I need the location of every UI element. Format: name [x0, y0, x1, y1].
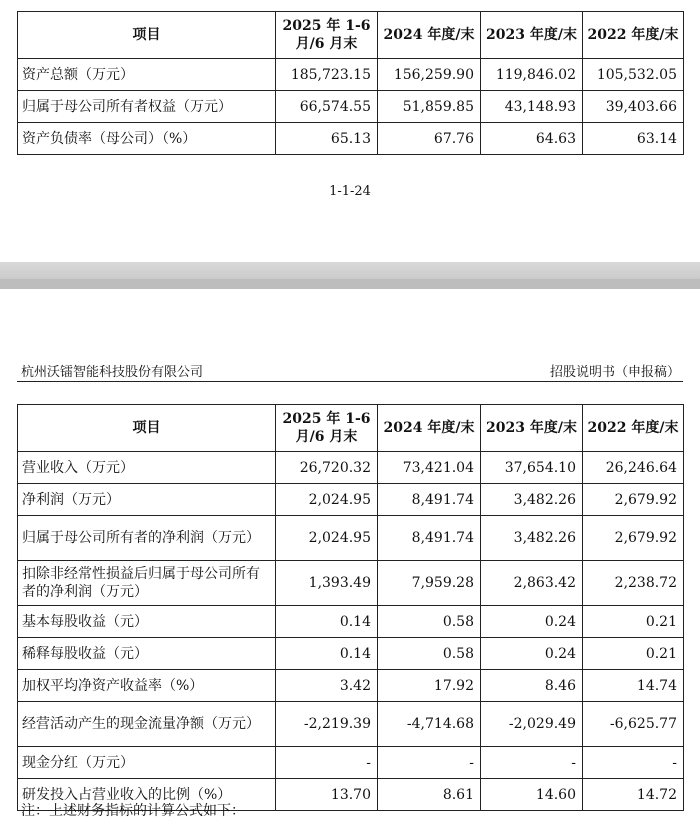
- row-label: 扣除非经常性损益后归属于母公司所有者的净利润（万元）: [18, 561, 276, 606]
- table-row: [18, 702, 684, 747]
- header-2025h1: 2025 年 1-6 月/6 月末: [276, 12, 378, 59]
- cell-value: 8.46: [481, 670, 583, 702]
- cell-value: -2,029.49: [481, 702, 583, 747]
- row-label: 加权平均净资产收益率（%）: [18, 670, 276, 702]
- cell-value: 2,679.92: [583, 484, 684, 516]
- header-2022: 2022 年度/末: [583, 12, 684, 59]
- cell-value: 8,491.74: [378, 484, 481, 516]
- row-label: 归属于母公司所有者权益（万元）: [18, 91, 276, 123]
- header-2025h1: 2025 年 1-6 月/6 月末: [276, 405, 378, 452]
- row-label: 营业收入（万元）: [18, 452, 276, 484]
- row-label: 资产负债率（母公司）（%）: [18, 123, 276, 155]
- table-row: [18, 484, 684, 516]
- header-item: 项目: [18, 405, 276, 452]
- cell-value: 39,403.66: [583, 91, 684, 123]
- cell-value: 0.14: [276, 638, 378, 670]
- table-header-row: [18, 12, 684, 59]
- header-2023: 2023 年度/末: [481, 12, 583, 59]
- cell-value: 1,393.49: [276, 561, 378, 606]
- cell-value: 37,654.10: [481, 452, 583, 484]
- financial-summary-table-2: [17, 404, 684, 811]
- cell-value: 0.24: [481, 606, 583, 638]
- table-row: [18, 59, 684, 91]
- table-row: [18, 606, 684, 638]
- cell-value: 2,024.95: [276, 484, 378, 516]
- page-gap-shadow: [0, 279, 700, 289]
- cell-value: 0.58: [378, 606, 481, 638]
- cell-value: -: [481, 747, 583, 779]
- header-2024: 2024 年度/末: [378, 12, 481, 59]
- table-header-row: [18, 405, 684, 452]
- cell-value: 17.92: [378, 670, 481, 702]
- company-name: 杭州沃镭智能科技股份有限公司: [21, 365, 204, 380]
- header-2024: 2024 年度/末: [378, 405, 481, 452]
- footnote: 注：上述财务指标的计算公式如下：: [21, 803, 245, 819]
- cell-value: 26,720.32: [276, 452, 378, 484]
- table-row: [18, 516, 684, 561]
- cell-value: 66,574.55: [276, 91, 378, 123]
- cell-value: 3,482.26: [481, 516, 583, 561]
- table-row: [18, 123, 684, 155]
- table-row: [18, 91, 684, 123]
- table-row: [18, 452, 684, 484]
- page-number: 1-1-24: [329, 184, 371, 199]
- row-label: 现金分红（万元）: [18, 747, 276, 779]
- row-label: 稀释每股收益（元）: [18, 638, 276, 670]
- cell-value: 0.21: [583, 638, 684, 670]
- cell-value: 105,532.05: [583, 59, 684, 91]
- row-label: 经营活动产生的现金流量净额（万元）: [18, 702, 276, 747]
- financial-summary-table-1: [17, 11, 684, 155]
- header-2022: 2022 年度/末: [583, 405, 684, 452]
- cell-value: -: [583, 747, 684, 779]
- cell-value: 8.61: [378, 779, 481, 811]
- cell-value: 14.72: [583, 779, 684, 811]
- cell-value: -2,219.39: [276, 702, 378, 747]
- cell-value: 2,024.95: [276, 516, 378, 561]
- cell-value: 26,246.64: [583, 452, 684, 484]
- cell-value: 0.24: [481, 638, 583, 670]
- row-label: 研发投入占营业收入的比例（%）: [18, 779, 276, 811]
- row-label: 资产总额（万元）: [18, 59, 276, 91]
- cell-value: 185,723.15: [276, 59, 378, 91]
- table-row: [18, 638, 684, 670]
- cell-value: 65.13: [276, 123, 378, 155]
- cell-value: 2,238.72: [583, 561, 684, 606]
- cell-value: 0.58: [378, 638, 481, 670]
- cell-value: 51,859.85: [378, 91, 481, 123]
- table-row: [18, 561, 684, 606]
- cell-value: 14.74: [583, 670, 684, 702]
- cell-value: 64.63: [481, 123, 583, 155]
- cell-value: -4,714.68: [378, 702, 481, 747]
- cell-value: 43,148.93: [481, 91, 583, 123]
- cell-value: 0.14: [276, 606, 378, 638]
- cell-value: 14.60: [481, 779, 583, 811]
- cell-value: -6,625.77: [583, 702, 684, 747]
- header-item: 项目: [18, 12, 276, 59]
- cell-value: 156,259.90: [378, 59, 481, 91]
- row-label: 净利润（万元）: [18, 484, 276, 516]
- cell-value: 2,679.92: [583, 516, 684, 561]
- cell-value: 119,846.02: [481, 59, 583, 91]
- cell-value: 8,491.74: [378, 516, 481, 561]
- header-2023: 2023 年度/末: [481, 405, 583, 452]
- header-divider: [17, 381, 683, 382]
- cell-value: 7,959.28: [378, 561, 481, 606]
- cell-value: 3,482.26: [481, 484, 583, 516]
- cell-value: 63.14: [583, 123, 684, 155]
- cell-value: -: [378, 747, 481, 779]
- cell-value: 0.21: [583, 606, 684, 638]
- cell-value: 73,421.04: [378, 452, 481, 484]
- cell-value: 13.70: [276, 779, 378, 811]
- row-label: 基本每股收益（元）: [18, 606, 276, 638]
- table-row: [18, 670, 684, 702]
- table-row: [18, 747, 684, 779]
- cell-value: -: [276, 747, 378, 779]
- cell-value: 3.42: [276, 670, 378, 702]
- document-title: 招股说明书（申报稿）: [549, 365, 680, 380]
- cell-value: 67.76: [378, 123, 481, 155]
- row-label: 归属于母公司所有者的净利润（万元）: [18, 516, 276, 561]
- cell-value: 2,863.42: [481, 561, 583, 606]
